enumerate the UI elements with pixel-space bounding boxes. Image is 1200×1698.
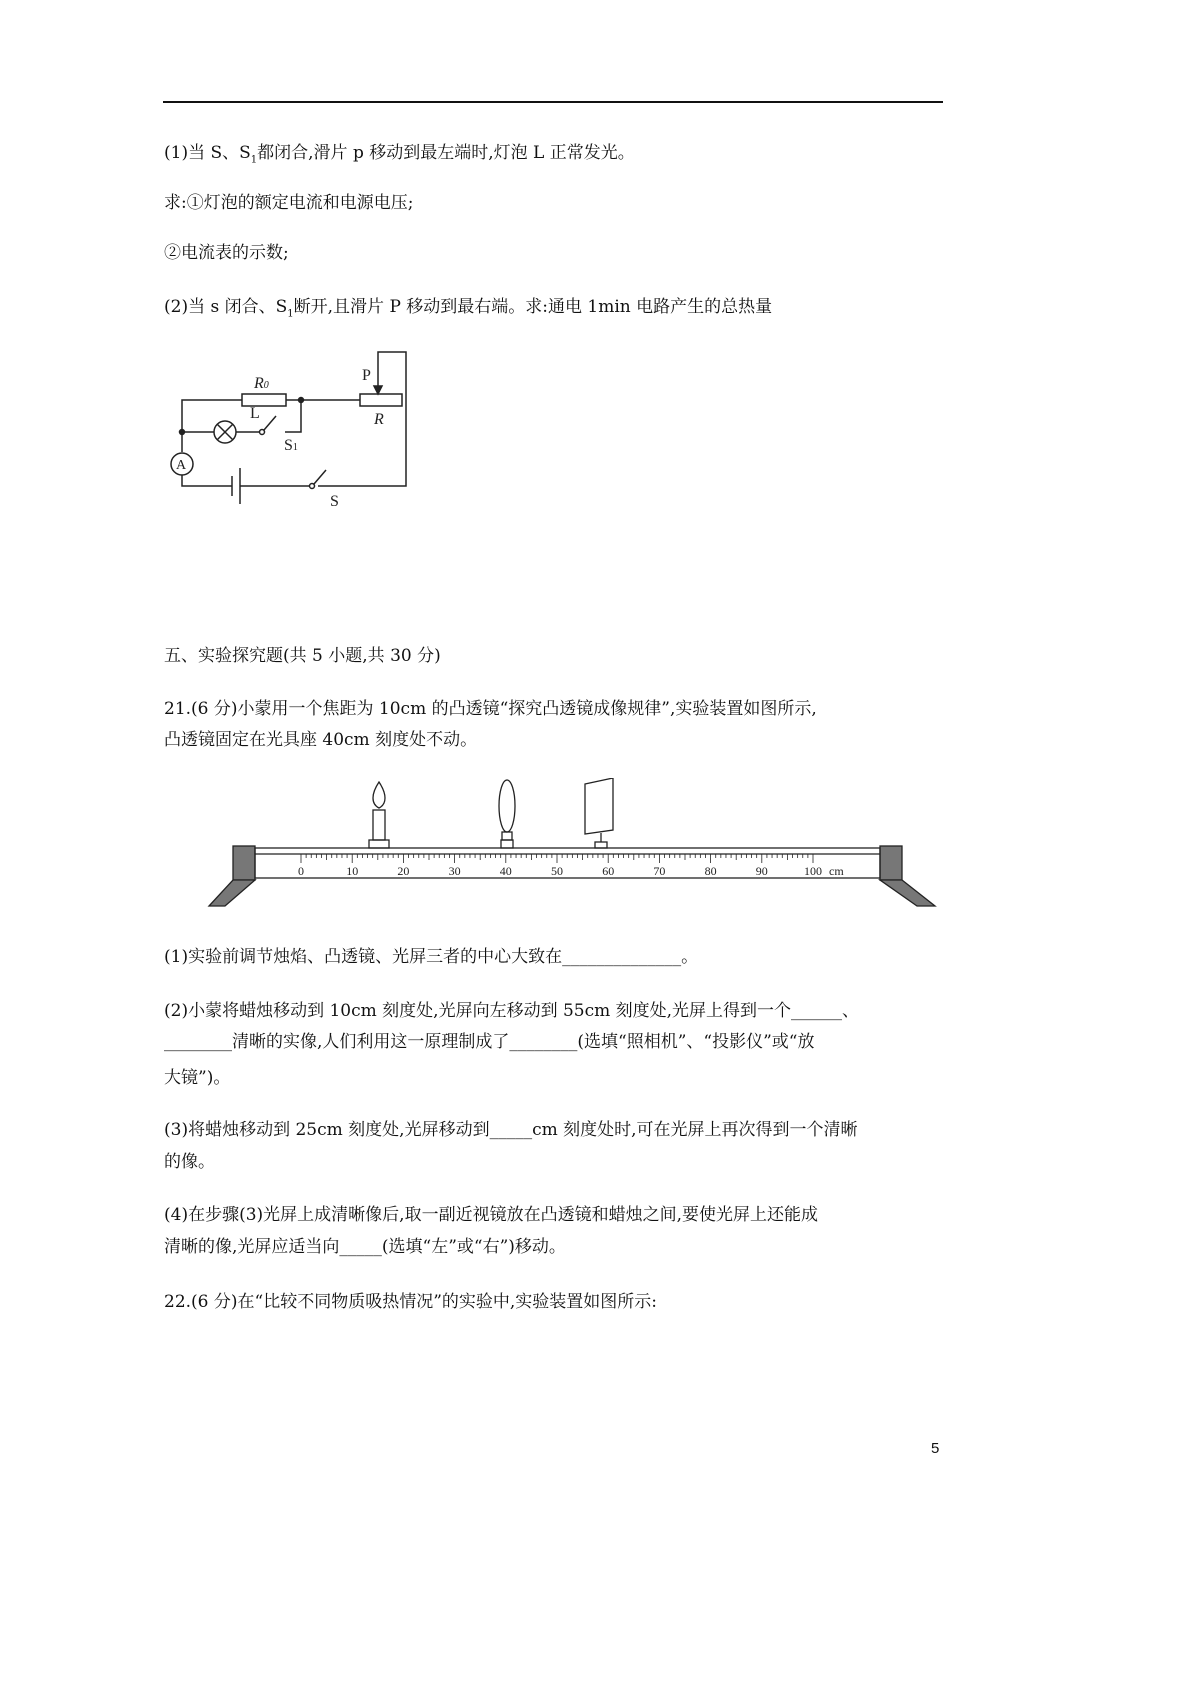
q21-sub2-line1: (2)小蒙将蜡烛移动到 10cm 刻度处,光屏向左移动到 55cm 刻度处,光屏上得到一个______、	[164, 1001, 860, 1021]
ruler-label: 0	[298, 864, 304, 878]
q22-stem: 22.(6 分)在“比较不同物质吸热情况”的实验中,实验装置如图所示:	[164, 1292, 658, 1312]
q20-ask1: 求:①灯泡的额定电流和电源电压;	[164, 193, 414, 213]
q20-part2: (2)当 s 闭合、$S_1$断开,且滑片 P 移动到最右端。求:通电 1min 电路产生的总热量	[164, 297, 773, 320]
q21-stem-2: 凸透镜固定在光具座 40cm 刻度处不动。	[164, 730, 478, 750]
ruler-label: 60	[602, 864, 615, 878]
q21-sub3-line2: 的像。	[164, 1152, 215, 1172]
label-l: L	[250, 405, 260, 422]
convex-lens	[499, 780, 515, 848]
page-number: 5	[931, 1440, 940, 1457]
q20-part1: (1)当 S、$S_1$都闭合,滑片 p 移动到最左端时,灯泡 L 正常发光。	[164, 143, 635, 166]
q21-stem-1: 21.(6 分)小蒙用一个焦距为 10cm 的凸透镜“探究凸透镜成像规律”,实验装置如图所示,	[164, 699, 817, 719]
label-s: S	[330, 493, 339, 510]
q21-sub4-line1: (4)在步骤(3)光屏上成清晰像后,取一副近视镜放在凸透镜和蜡烛之间,要使光屏上还能成	[164, 1205, 818, 1225]
candle	[369, 782, 389, 848]
ruler-label: 100	[804, 864, 822, 878]
circuit-diagram	[170, 350, 415, 515]
section-heading: 五、实验探究题(共 5 小题,共 30 分)	[164, 646, 441, 666]
label-s1: S1	[284, 437, 298, 454]
ruler-label: 80	[704, 864, 717, 878]
ammeter-label: A	[176, 458, 187, 473]
ruler-label: 20	[397, 864, 410, 878]
ruler-unit: cm	[829, 864, 844, 878]
ruler-label: 50	[551, 864, 563, 878]
q21-sub3-line1: (3)将蜡烛移动到 25cm 刻度处,光屏移动到_____cm 刻度处时,可在光屏上再次得到一个清晰	[164, 1120, 858, 1140]
label-r: R	[374, 411, 384, 428]
light-screen	[585, 778, 613, 848]
ruler-label: 70	[653, 864, 666, 878]
ruler-label: 10	[346, 864, 359, 878]
q20-ask2: ②电流表的示数;	[164, 243, 289, 263]
ruler-label: 90	[755, 864, 768, 878]
q21-sub2-line3: 大镜”)。	[164, 1068, 231, 1088]
ruler-label: 40	[499, 864, 512, 878]
label-p: P	[362, 367, 371, 384]
q21-sub2-line2: ________清晰的实像,人们利用这一原理制成了________(选填“照相机”、“投影仪”或“放	[164, 1032, 815, 1052]
q21-sub1: (1)实验前调节烛焰、凸透镜、光屏三者的中心大致在______________。	[164, 947, 699, 967]
optical-bench-diagram	[205, 778, 945, 908]
ruler-label: 30	[448, 864, 461, 878]
header-rule	[163, 101, 943, 103]
q21-sub4-line2: 清晰的像,光屏应适当向_____(选填“左”或“右”)移动。	[164, 1237, 566, 1257]
label-r0: R0	[254, 375, 269, 392]
